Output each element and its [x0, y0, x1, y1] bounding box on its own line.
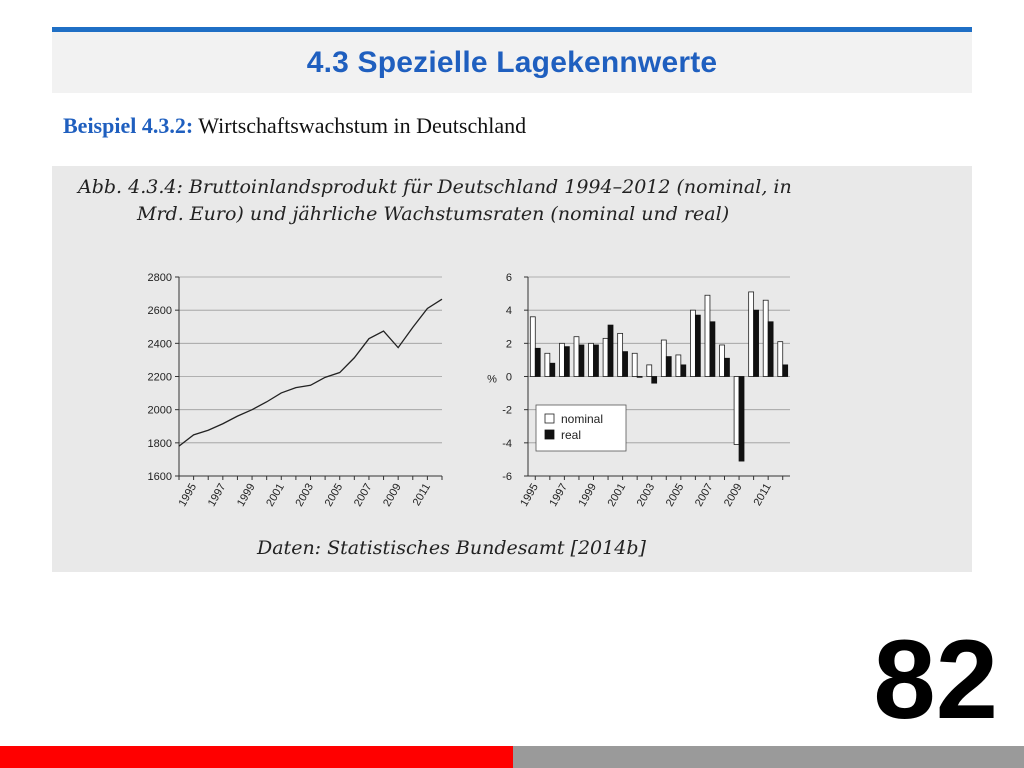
x-tick-label: 2007 [351, 481, 375, 509]
growth-bar-chart [472, 261, 812, 541]
figure-panel [52, 166, 972, 572]
x-tick-label: 1997 [205, 481, 229, 509]
bar-real-2010 [754, 310, 759, 376]
footer-bar-red [0, 746, 513, 768]
bar-nominal-2010 [749, 292, 754, 377]
title-band [52, 32, 972, 93]
y-axis-label: % [487, 373, 497, 386]
bar-nominal-2002 [632, 353, 637, 376]
bar-real-1996 [550, 363, 555, 376]
gdp-line [179, 299, 442, 446]
chart-legend [536, 405, 626, 451]
footer-bar-gray [513, 746, 1024, 768]
bar-nominal-1999 [589, 343, 594, 376]
data-source: Daten: Statistisches Bundesamt [2014b] [257, 537, 646, 559]
y-tick-label: 2600 [147, 305, 172, 318]
y-tick-label: 2000 [147, 404, 172, 417]
bar-real-2007 [710, 322, 715, 377]
legend-swatch-nominal [545, 414, 554, 423]
bar-nominal-2005 [676, 355, 681, 377]
example-heading [63, 113, 526, 139]
legend-label-real: real [561, 428, 582, 442]
bar-nominal-2011 [763, 300, 768, 376]
bar-real-2003 [652, 377, 657, 384]
bar-real-2004 [666, 357, 671, 377]
bar-nominal-2004 [661, 340, 666, 376]
x-tick-label: 2005 [663, 481, 687, 509]
caption-line-1: Abb. 4.3.4: Bruttoinlandsprodukt für Deutschland 1994–2012 (nominal, in [78, 176, 792, 198]
y-tick-label: 1800 [147, 437, 172, 450]
slide-title: 4.3 Spezielle Lagekennwerte [306, 45, 718, 79]
example-label: Beispiel 4.3.2: [63, 113, 194, 138]
x-tick-label: 1995 [518, 481, 541, 509]
x-tick-label: 1999 [235, 481, 258, 509]
x-tick-label: 2003 [293, 481, 317, 509]
bar-real-2006 [695, 315, 700, 376]
bar-real-2012 [783, 365, 788, 377]
bar-nominal-1997 [559, 343, 564, 376]
y-tick-label: 1600 [147, 471, 172, 483]
bar-real-2008 [725, 358, 730, 376]
x-tick-label: 1995 [176, 481, 200, 509]
x-tick-label: 2009 [722, 481, 745, 509]
x-tick-label: 2001 [264, 481, 287, 509]
y-tick-label: 2400 [147, 338, 172, 351]
figure-caption [78, 174, 938, 228]
caption-line-2: Mrd. Euro) und jährliche Wachstumsraten (nominal und real) [137, 203, 730, 225]
bar-real-2009 [739, 377, 744, 462]
x-tick-label: 2011 [410, 481, 433, 508]
bar-nominal-2009 [734, 377, 739, 445]
page-number: 82 [873, 617, 998, 742]
y-tick-label: -2 [502, 404, 512, 417]
gdp-line-chart [122, 261, 452, 541]
bar-nominal-2003 [647, 365, 652, 377]
y-tick-label: 2 [505, 338, 512, 351]
x-tick-label: 1999 [576, 481, 600, 509]
bar-nominal-1996 [545, 353, 550, 376]
bar-real-1995 [535, 348, 540, 376]
x-tick-label: 2005 [322, 481, 346, 509]
y-tick-label: 6 [505, 272, 512, 284]
example-text: Wirtschaftswachstum in Deutschland [193, 113, 527, 138]
y-tick-label: 0 [505, 371, 512, 384]
bar-nominal-2008 [720, 345, 725, 377]
bar-real-2002 [637, 377, 642, 378]
bar-nominal-1998 [574, 337, 579, 377]
bar-real-2001 [623, 352, 628, 377]
bar-nominal-2001 [618, 333, 623, 376]
x-tick-label: 2011 [751, 481, 774, 508]
legend-label-nominal: nominal [561, 412, 604, 426]
bar-nominal-2000 [603, 338, 608, 376]
x-tick-label: 2009 [381, 481, 404, 509]
bar-nominal-2006 [690, 310, 695, 376]
y-tick-label: -4 [502, 437, 512, 450]
y-tick-label: 4 [505, 305, 512, 318]
bar-real-2000 [608, 325, 613, 376]
x-tick-label: 1997 [547, 481, 570, 509]
x-tick-label: 2003 [634, 481, 658, 509]
legend-swatch-real [545, 430, 554, 439]
y-tick-label: 2800 [147, 272, 172, 284]
bar-real-2005 [681, 365, 686, 377]
x-tick-label: 2001 [605, 481, 629, 509]
bar-real-2011 [768, 322, 773, 377]
y-tick-label: -6 [502, 471, 512, 483]
bar-real-1997 [564, 347, 569, 377]
y-tick-label: 2200 [147, 371, 172, 384]
bar-nominal-1995 [530, 317, 535, 377]
x-tick-label: 2007 [692, 481, 716, 509]
bar-nominal-2007 [705, 295, 710, 376]
bar-real-1999 [594, 345, 599, 377]
bar-real-1998 [579, 345, 584, 377]
bar-nominal-2012 [778, 342, 783, 377]
